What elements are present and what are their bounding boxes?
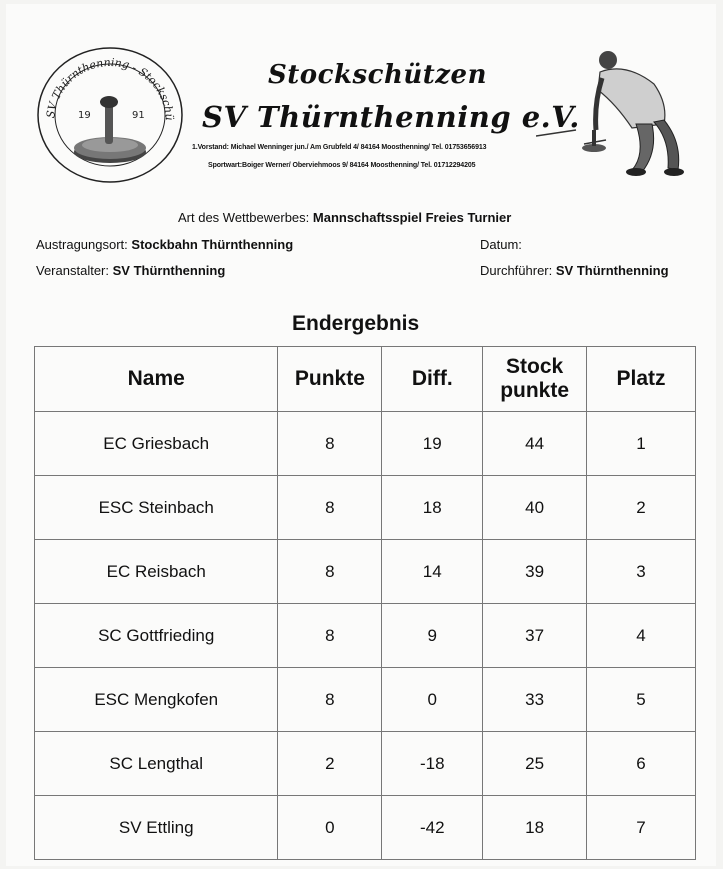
team-name: ESC Mengkofen [35, 668, 278, 732]
club-logo [34, 44, 186, 186]
table-row [35, 412, 696, 476]
team-diff: 19 [382, 412, 483, 476]
table-row [35, 732, 696, 796]
svg-text:19: 19 [78, 110, 91, 121]
venue-value: Stockbahn Thürnthenning [131, 237, 294, 252]
team-diff: 18 [382, 476, 483, 540]
table-row [35, 796, 696, 860]
team-stock-points: 44 [483, 412, 587, 476]
document-page [6, 4, 716, 866]
team-place: 5 [587, 668, 696, 732]
svg-text:91: 91 [132, 110, 145, 121]
table-row [35, 476, 696, 540]
col-diff: Diff. [382, 347, 483, 412]
team-points: 8 [278, 540, 382, 604]
organizer-label: Veranstalter: [36, 263, 109, 278]
results-table [34, 346, 696, 860]
team-name: SC Lengthal [35, 732, 278, 796]
organizer-value: SV Thürnthenning [112, 263, 226, 278]
competition-value: Mannschaftsspiel Freies Turnier [312, 210, 512, 225]
team-name: SV Ettling [35, 796, 278, 860]
col-stock-line2: punkte [500, 379, 570, 402]
col-name: Name [35, 347, 278, 412]
date-label: Datum: [480, 237, 522, 252]
competition-label: Art des Wettbewerbes: [178, 210, 310, 225]
team-diff: 14 [382, 540, 483, 604]
club-title-line1: Stockschützen [268, 60, 487, 90]
team-name: EC Reisbach [35, 540, 278, 604]
col-points: Punkte [278, 347, 382, 412]
team-stock-points: 37 [483, 604, 587, 668]
date-info [480, 237, 522, 252]
team-diff: -18 [382, 732, 483, 796]
team-place: 7 [587, 796, 696, 860]
club-address-line1: 1.Vorstand: Michael Wenninger jun./ Am Grubfeld 4/ 84164 Moosthenning/ Tel. 01753656913 [192, 144, 487, 151]
team-points: 8 [278, 412, 382, 476]
organizer-info [36, 263, 225, 278]
team-name: EC Griesbach [35, 412, 278, 476]
team-stock-points: 40 [483, 476, 587, 540]
executor-value: SV Thürnthenning [555, 263, 669, 278]
col-stock-line1: Stock [506, 355, 564, 378]
team-place: 1 [587, 412, 696, 476]
executor-info [480, 263, 669, 278]
team-stock-points: 33 [483, 668, 587, 732]
team-points: 8 [278, 604, 382, 668]
team-place: 2 [587, 476, 696, 540]
team-diff: 9 [382, 604, 483, 668]
col-stock-points [483, 347, 587, 412]
venue-label: Austragungsort: [36, 237, 128, 252]
results-heading: Endergebnis [292, 312, 420, 335]
executor-label: Durchführer: [480, 263, 553, 278]
results-header-row [35, 347, 696, 412]
team-points: 8 [278, 668, 382, 732]
svg-text:SV Thürnthenning - Stockschütz: SV Thürnthenning - Stockschü [44, 55, 177, 122]
col-place: Platz [587, 347, 696, 412]
team-points: 2 [278, 732, 382, 796]
team-stock-points: 25 [483, 732, 587, 796]
table-row [35, 604, 696, 668]
team-diff: -42 [382, 796, 483, 860]
team-name: SC Gottfrieding [35, 604, 278, 668]
table-row [35, 540, 696, 604]
club-address-line2: Sportwart:Boiger Werner/ Oberviehmoos 9/ 84164 Moosthenning/ Tel. 01712294205 [208, 162, 476, 169]
venue-info [36, 237, 293, 252]
team-stock-points: 39 [483, 540, 587, 604]
team-points: 0 [278, 796, 382, 860]
team-place: 6 [587, 732, 696, 796]
team-place: 3 [587, 540, 696, 604]
club-title-line2: SV Thürnthenning e.V. [202, 100, 580, 134]
team-stock-points: 18 [483, 796, 587, 860]
table-row [35, 668, 696, 732]
team-diff: 0 [382, 668, 483, 732]
player-illustration [536, 44, 696, 184]
team-name: ESC Steinbach [35, 476, 278, 540]
competition-info [178, 210, 511, 225]
team-place: 4 [587, 604, 696, 668]
team-points: 8 [278, 476, 382, 540]
